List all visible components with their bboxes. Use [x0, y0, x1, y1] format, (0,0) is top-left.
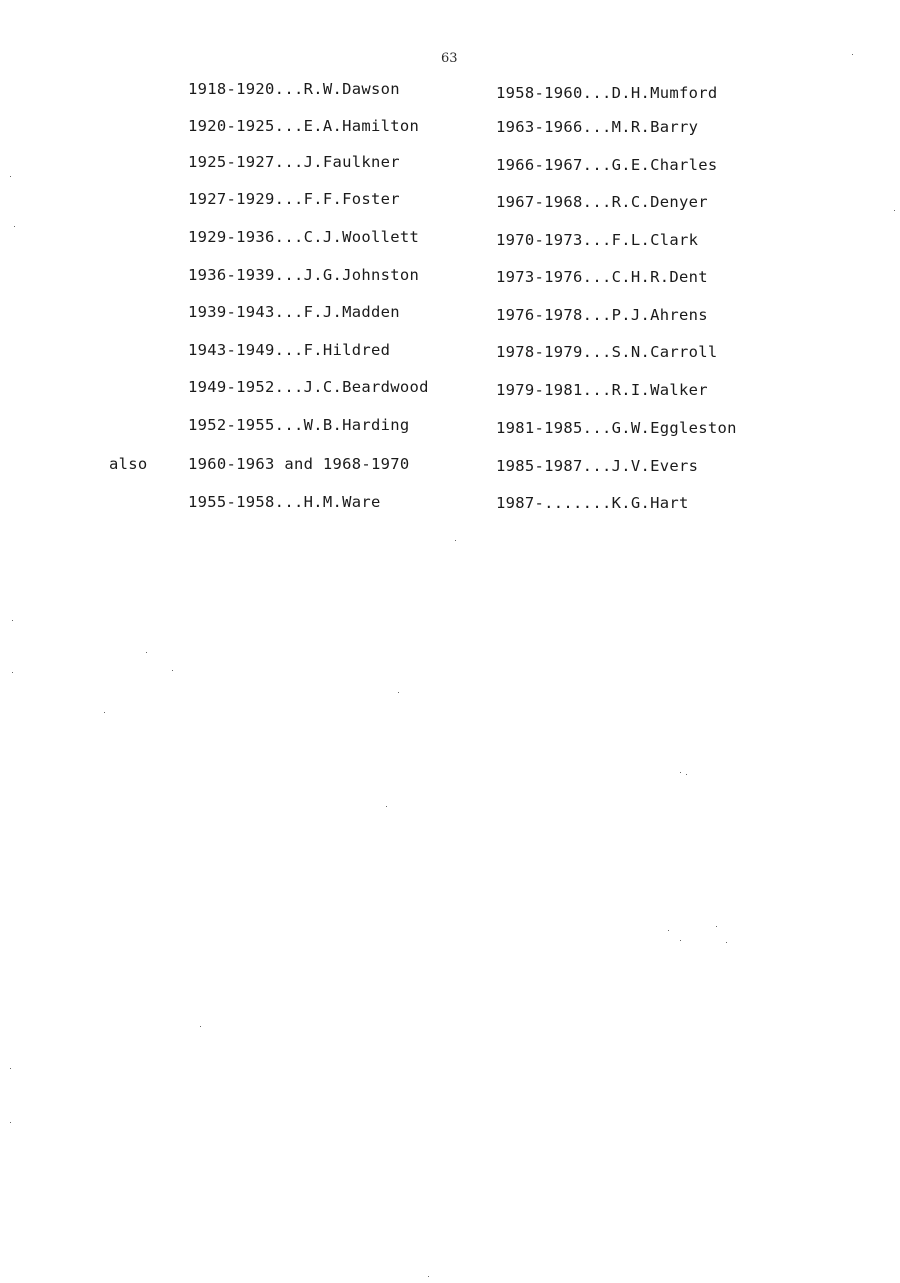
left-entry-10: 1952-1955...W.B.Harding — [188, 416, 410, 434]
page-number: 63 — [441, 51, 458, 66]
scan-speck — [680, 940, 681, 941]
right-entry-3: 1966-1967...G.E.Charles — [496, 156, 718, 174]
scan-speck — [428, 1276, 429, 1277]
left-entry-5: 1929-1936...C.J.Woollett — [188, 228, 420, 246]
scan-speck — [455, 540, 456, 541]
scan-speck — [686, 774, 687, 775]
scan-speck — [894, 210, 895, 211]
left-entry-4: 1927-1929...F.F.Foster — [188, 190, 400, 208]
also-label: also — [109, 455, 148, 473]
right-entry-11: 1985-1987...J.V.Evers — [496, 457, 699, 475]
right-entry-7: 1976-1978...P.J.Ahrens — [496, 306, 708, 324]
scan-speck — [12, 672, 13, 673]
scan-speck — [716, 926, 717, 927]
left-entry-8: 1943-1949...F.Hildred — [188, 341, 391, 359]
scan-speck — [146, 652, 147, 653]
left-entry-1: 1918-1920...R.W.Dawson — [188, 80, 400, 98]
scan-speck — [386, 806, 387, 807]
scan-speck — [10, 1068, 11, 1069]
scan-speck — [104, 712, 105, 713]
right-entry-5: 1970-1973...F.L.Clark — [496, 231, 699, 249]
right-entry-10: 1981-1985...G.W.Eggleston — [496, 419, 737, 437]
left-entry-11: 1960-1963 and 1968-1970 — [188, 455, 410, 473]
scan-speck — [10, 1122, 11, 1123]
scan-speck — [726, 942, 727, 943]
left-entry-12: 1955-1958...H.M.Ware — [188, 493, 381, 511]
scan-speck — [172, 670, 173, 671]
scan-speck — [668, 930, 669, 931]
right-entry-2: 1963-1966...M.R.Barry — [496, 118, 699, 136]
scan-speck — [200, 1026, 201, 1027]
scan-speck — [852, 54, 853, 55]
right-entry-12: 1987-.......K.G.Hart — [496, 494, 689, 512]
right-entry-6: 1973-1976...C.H.R.Dent — [496, 268, 708, 286]
right-entry-8: 1978-1979...S.N.Carroll — [496, 343, 718, 361]
left-entry-7: 1939-1943...F.J.Madden — [188, 303, 400, 321]
left-entry-3: 1925-1927...J.Faulkner — [188, 153, 400, 171]
right-entry-1: 1958-1960...D.H.Mumford — [496, 84, 718, 102]
left-entry-9: 1949-1952...J.C.Beardwood — [188, 378, 429, 396]
scan-speck — [14, 226, 15, 227]
right-entry-4: 1967-1968...R.C.Denyer — [496, 193, 708, 211]
left-entry-6: 1936-1939...J.G.Johnston — [188, 266, 420, 284]
scan-speck — [12, 620, 13, 621]
scan-speck — [398, 692, 399, 693]
scan-speck — [680, 772, 681, 773]
scan-speck — [10, 176, 11, 177]
right-entry-9: 1979-1981...R.I.Walker — [496, 381, 708, 399]
left-entry-2: 1920-1925...E.A.Hamilton — [188, 117, 420, 135]
